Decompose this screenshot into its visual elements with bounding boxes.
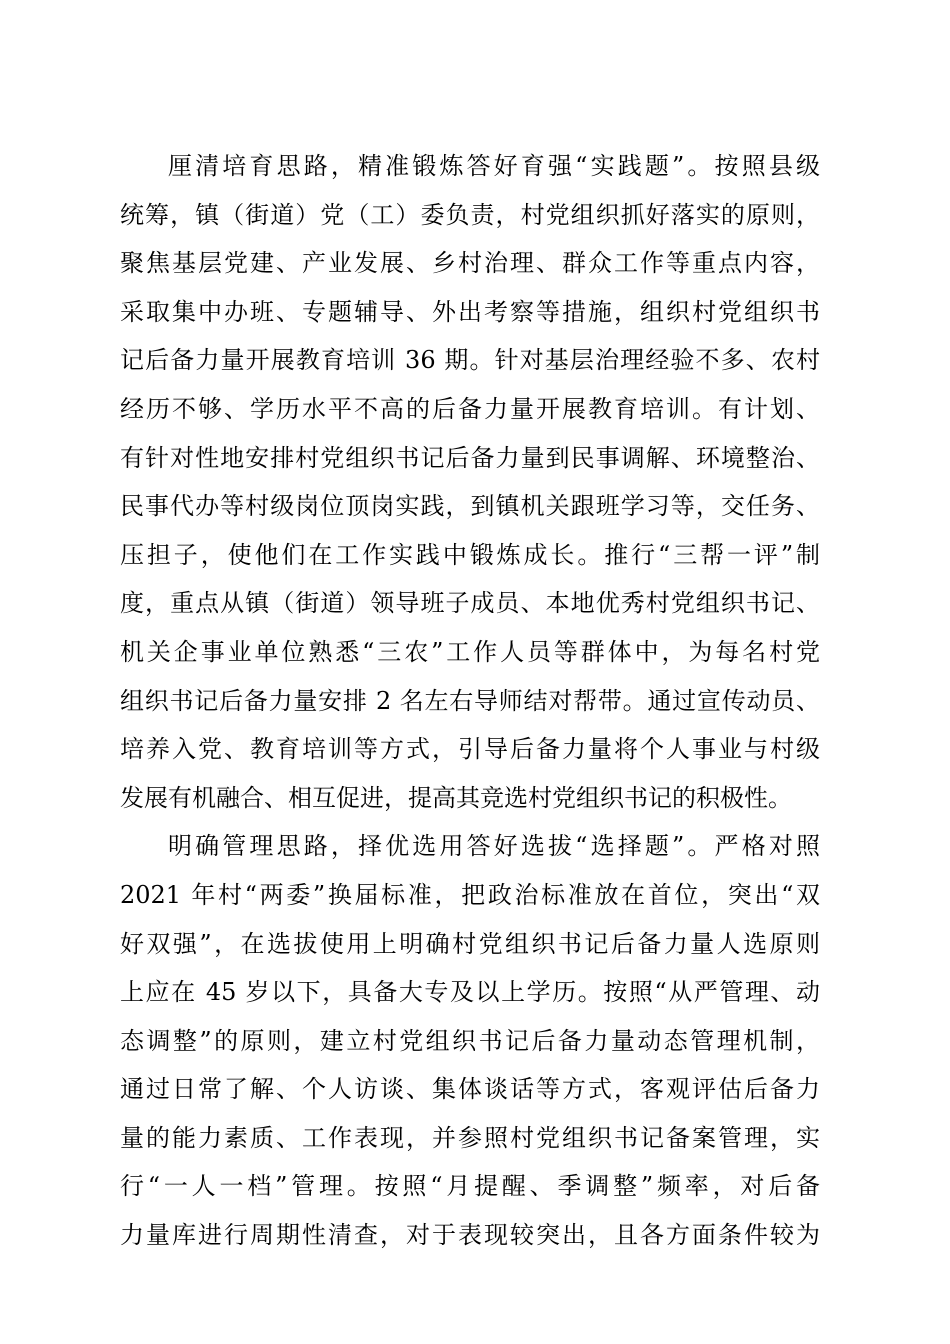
paragraph-line: 采取集中办班、专题辅导、外出考察等措施，组织村党组织书 xyxy=(120,297,820,326)
paragraph-line: 经历不够、学历水平不高的后备力量开展教育培训。有计划、 xyxy=(120,394,820,423)
paragraph-training xyxy=(120,142,820,822)
paragraph-line: 培养入党、教育培训等方式，引导后备力量将个人事业与村级 xyxy=(120,735,820,764)
paragraph-line: 量的能力素质、工作表现，并参照村党组织书记备案管理，实 xyxy=(120,1123,820,1152)
paragraph-line: 行“一人一档”管理。按照“月提醒、季调整”频率，对后备 xyxy=(120,1172,820,1201)
paragraph-line: 2021 年村“两委”换届标准，把政治标准放在首位，突出“双 xyxy=(120,880,820,909)
paragraph-management xyxy=(120,822,820,1259)
paragraph-line: 通过日常了解、个人访谈、集体谈话等方式，客观评估后备力 xyxy=(120,1075,820,1104)
paragraph-line: 力量库进行周期性清查，对于表现较突出，且各方面条件较为 xyxy=(120,1221,820,1250)
paragraph-line: 有针对性地安排村党组织书记后备力量到民事调解、环境整治、 xyxy=(120,443,820,472)
paragraph-line: 发展有机融合、相互促进，提高其竞选村党组织书记的积极性。 xyxy=(120,783,792,812)
paragraph-line: 度，重点从镇（街道）领导班子成员、本地优秀村党组织书记、 xyxy=(120,589,820,618)
paragraph-line: 记后备力量开展教育培训 36 期。针对基层治理经验不多、农村 xyxy=(120,346,820,375)
paragraph-line: 上应在 45 岁以下，具备大专及以上学历。按照“从严管理、动 xyxy=(120,978,820,1007)
paragraph-line: 态调整”的原则，建立村党组织书记后备力量动态管理机制， xyxy=(120,1026,820,1055)
document-body xyxy=(120,142,820,1260)
paragraph-line: 压担子，使他们在工作实践中锻炼成长。推行“三帮一评”制 xyxy=(120,540,820,569)
paragraph-line: 厘清培育思路，精准锻炼答好育强“实践题”。按照县级 xyxy=(168,152,820,180)
paragraph-line: 组织书记后备力量安排 2 名左右导师结对帮带。通过宣传动员、 xyxy=(120,686,820,715)
paragraph-line: 明确管理思路，择优选用答好选拔“选择题”。严格对照 xyxy=(168,832,820,861)
paragraph-line: 好双强”，在选拔使用上明确村党组织书记后备力量人选原则 xyxy=(120,929,820,958)
paragraph-line: 统筹，镇（街道）党（工）委负责，村党组织抓好落实的原则， xyxy=(120,200,820,229)
paragraph-line: 民事代办等村级岗位顶岗实践，到镇机关跟班学习等，交任务、 xyxy=(120,492,820,521)
paragraph-line: 机关企事业单位熟悉“三农”工作人员等群体中，为每名村党 xyxy=(120,637,820,666)
paragraph-line: 聚焦基层党建、产业发展、乡村治理、群众工作等重点内容， xyxy=(120,249,820,278)
